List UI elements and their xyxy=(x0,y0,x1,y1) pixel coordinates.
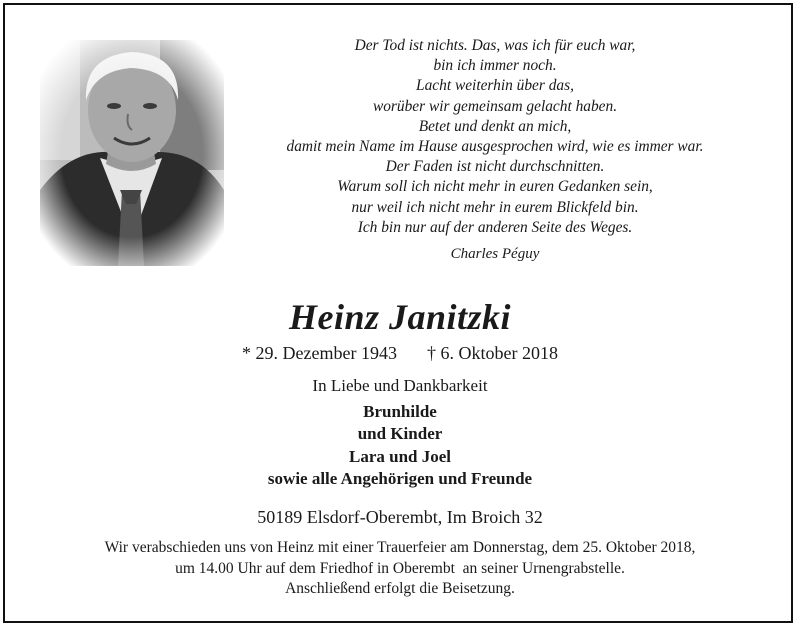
poem-line: Ich bin nur auf der anderen Seite des Weges. xyxy=(357,218,633,236)
poem-line: Warum soll ich nicht mehr in euren Gedanken sein, xyxy=(337,178,653,196)
ceremony-line: Anschließend erfolgt die Beisetzung. xyxy=(285,580,515,597)
mourners-list xyxy=(150,401,650,490)
poem-line: damit mein Name im Hause ausgesprochen wird, wie es immer war. xyxy=(286,138,704,156)
poem-author: Charles Péguy xyxy=(450,246,540,262)
poem-line: worüber wir gemeinsam gelacht haben. xyxy=(372,97,618,115)
mourner-line: sowie alle Angehörigen und Freunde xyxy=(267,468,533,488)
mourner-line: und Kinder xyxy=(357,424,443,444)
mourner-line: Lara und Joel xyxy=(348,446,452,466)
deceased-name: Heinz Janitzki xyxy=(288,297,512,337)
ceremony-info xyxy=(20,538,780,600)
poem-line: Der Faden ist nicht durchschnitten. xyxy=(385,158,605,176)
family-address: 50189 Elsdorf-Oberembt, Im Broich 32 xyxy=(257,507,543,527)
poem-line: bin ich immer noch. xyxy=(433,57,557,75)
life-dates xyxy=(150,343,650,364)
portrait-photo xyxy=(40,40,224,266)
poem-line: Lacht weiterhin über das, xyxy=(416,77,574,95)
poem xyxy=(250,36,740,238)
mourning-intro: In Liebe und Dankbarkeit xyxy=(312,376,488,395)
death-date: † 6. Oktober 2018 xyxy=(426,343,558,363)
ceremony-line: Wir verabschieden uns von Heinz mit einer Trauerfeier am Donnerstag, dem 25. Oktober 2018, xyxy=(104,539,696,556)
poem-line: Betet und denkt an mich, xyxy=(418,117,572,135)
mourner-line: Brunhilde xyxy=(363,402,437,421)
poem-line: nur weil ich nicht mehr in eurem Blickfeld bin. xyxy=(351,198,639,216)
ceremony-line: um 14.00 Uhr auf dem Friedhof in Oberembt an seiner Urnengrabstelle. xyxy=(175,559,625,577)
poem-line: Der Tod ist nichts. Das, was ich für euch war, xyxy=(354,37,636,54)
birth-date: * 29. Dezember 1943 xyxy=(242,343,397,363)
